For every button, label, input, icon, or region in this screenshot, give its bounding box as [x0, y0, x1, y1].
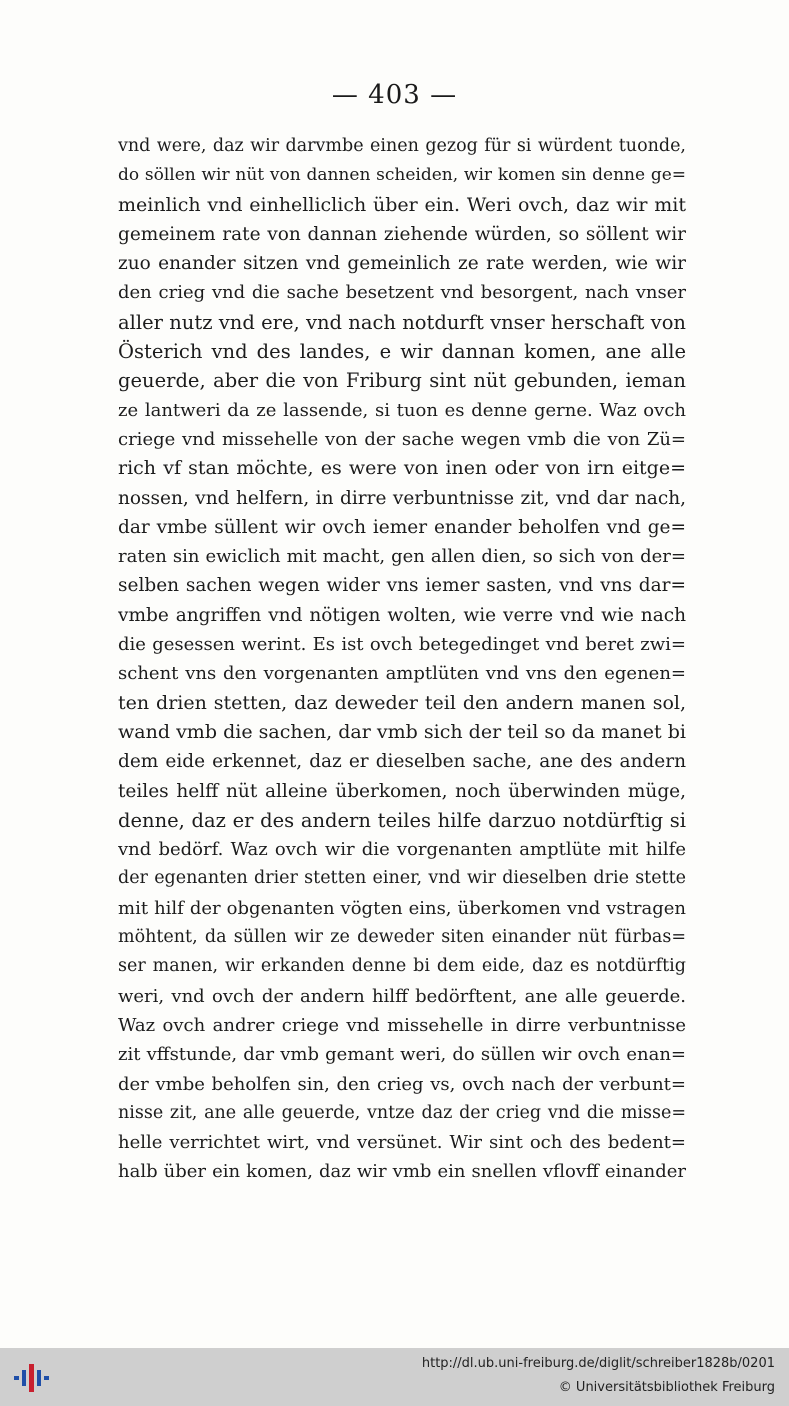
- text-line: der egenanten drier stetten einer, vnd wir dieselben drie stette: [118, 868, 686, 889]
- text-line: halb über ein komen, daz wir vmb ein snellen vflovff einander: [118, 1161, 686, 1183]
- text-line: mit hilf der obgenanten vögten eins, überkomen vnd vstragen: [118, 897, 686, 919]
- text-line: Waz ovch andrer criege vnd missehelle in dirre verbuntnisse: [118, 1014, 686, 1036]
- text-line: weri, vnd ovch der andern hilff bedörftent, ane alle geuerde.: [118, 985, 686, 1007]
- text-line: zuo enander sitzen vnd gemeinlich ze rate werden, wie wir: [118, 253, 686, 275]
- text-line: rich vf stan möchte, es were von inen oder von irn eitge=: [118, 457, 686, 480]
- text-line: raten sin ewiclich mit macht, gen allen dien, so sich von der=: [118, 546, 686, 568]
- copyright-notice: © Universitätsbibliothek Freiburg: [558, 1380, 775, 1395]
- text-line: Österich vnd des landes, e wir dannan komen, ane alle: [118, 340, 686, 364]
- text-line: do söllen wir nüt von dannen scheiden, wir komen sin denne ge=: [118, 165, 686, 186]
- text-line: wand vmb die sachen, dar vmb sich der teil so da manet bi: [118, 720, 686, 743]
- text-line: die gesessen werint. Es ist ovch betegedinget vnd beret zwi=: [118, 634, 686, 656]
- text-line: criege vnd missehelle von der sache wegen vmb die von Zü=: [118, 428, 686, 450]
- text-line: helle verrichtet wirt, vnd versünet. Wir sint och des bedent=: [118, 1132, 686, 1154]
- text-line: denne, daz er des andern teiles hilfe darzuo notdürftig si: [118, 808, 686, 832]
- text-line: aller nutz vnd ere, vnd nach notdurft vnser herschaft von: [118, 310, 686, 334]
- page-number: — 403 —: [331, 80, 458, 110]
- text-line: vnd bedörf. Waz ovch wir die vorgenanten amptlüte mit hilfe: [118, 839, 686, 861]
- text-line: ze lantweri da ze lassende, si tuon es denne gerne. Waz ovch: [118, 399, 686, 421]
- text-line: teiles helff nüt alleine überkomen, noch überwinden müge,: [118, 780, 686, 802]
- text-line: meinlich vnd einhelliclich über ein. Weri ovch, daz wir mit: [118, 193, 686, 216]
- text-line: den crieg vnd die sache besetzent vnd besorgent, nach vnser: [118, 282, 686, 304]
- text-line: der vmbe beholfen sin, den crieg vs, ovch nach der verbunt=: [118, 1073, 686, 1095]
- footer-bar: [0, 1348, 789, 1406]
- text-line: nossen, vnd helfern, in dirre verbuntnisse zit, vnd dar nach,: [118, 487, 686, 509]
- text-line: selben sachen wegen wider vns iemer sasten, vnd vns dar=: [118, 575, 686, 597]
- body-text: [118, 132, 686, 1187]
- text-line: zit vffstunde, dar vmb gemant weri, do süllen wir ovch enan=: [118, 1044, 686, 1066]
- text-line: gemeinem rate von dannan ziehende würden, so söllent wir: [118, 223, 686, 245]
- text-line: vmbe angriffen vnd nötigen wolten, wie verre vnd wie nach: [118, 604, 686, 626]
- text-line: dar vmbe süllent wir ovch iemer enander beholfen vnd ge=: [118, 516, 686, 538]
- text-line: nisse zit, ane alle geuerde, vntze daz der crieg vnd die misse=: [118, 1102, 686, 1123]
- text-line: ten drien stetten, daz deweder teil den andern manen sol,: [118, 691, 686, 714]
- text-line: dem eide erkennet, daz er dieselben sache, ane des andern: [118, 751, 686, 773]
- ub-freiburg-logo-icon[interactable]: [12, 1360, 52, 1396]
- source-url-link[interactable]: http://dl.ub.uni-freiburg.de/diglit/schreiber1828b/0201: [421, 1356, 775, 1371]
- text-line: vnd were, daz wir darvmbe einen gezog für si würdent tuonde,: [118, 136, 686, 156]
- text-line: ser manen, wir erkanden denne bi dem eide, daz es notdürftig: [118, 956, 686, 977]
- text-line: möhtent, da süllen wir ze deweder siten einander nüt fürbas=: [118, 927, 686, 948]
- text-line: schent vns den vorgenanten amptlüten vnd vns den egenen=: [118, 663, 686, 685]
- text-line: geuerde, aber die von Friburg sint nüt gebunden, ieman: [118, 369, 686, 393]
